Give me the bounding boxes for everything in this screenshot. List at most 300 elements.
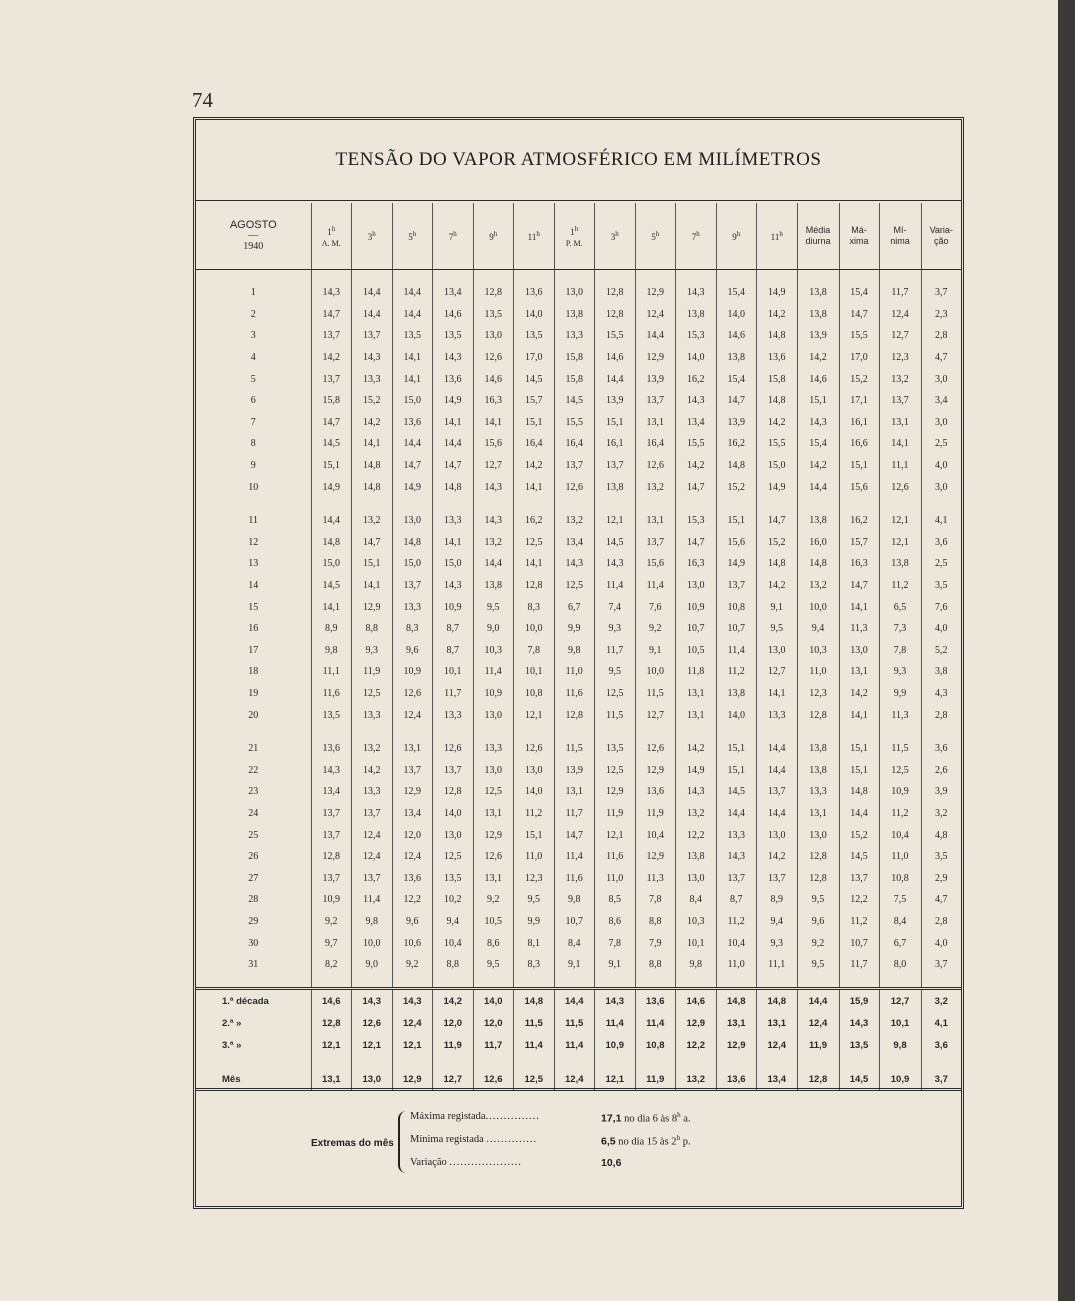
table-cell: 10,7: [554, 911, 595, 933]
table-cell: 13,1: [635, 510, 676, 532]
table-cell: 6,7: [554, 596, 595, 618]
table-cell: 11,4: [635, 1012, 676, 1034]
header-hour-value: 7$^h$: [448, 230, 457, 242]
table-cell: 11,1: [879, 455, 921, 477]
table-cell: 13,2: [676, 803, 717, 825]
header-hour-value: 1$^h$: [570, 224, 579, 237]
table-cell: 16,2: [839, 510, 879, 532]
table-row: [196, 575, 961, 597]
table-cell: 10,0: [352, 932, 393, 954]
row-label: 31: [248, 959, 259, 971]
table-cell: 15,1: [514, 412, 555, 434]
table-cell: 8,9: [757, 889, 798, 911]
table-cell: 10,1: [676, 932, 717, 954]
table-cell: 12,8: [433, 781, 474, 803]
table-cell: 12,8: [311, 1012, 352, 1034]
table-cell: 14,0: [473, 989, 514, 1013]
table-cell: 10,2: [433, 889, 474, 911]
table-cell: 2,5: [921, 433, 961, 455]
table-row: [196, 553, 961, 575]
table-cell: 9,3: [757, 932, 798, 954]
table-cell: 3,2: [921, 803, 961, 825]
table-cell: 7,5: [879, 889, 921, 911]
table-cell: 14,7: [676, 532, 717, 554]
table-row: [196, 304, 961, 326]
table-cell: 14,7: [716, 390, 757, 412]
header-period: P. M.: [565, 238, 583, 248]
table-cell: 10,9: [311, 889, 352, 911]
table-cell: 11,0: [554, 661, 595, 683]
table-row: [196, 510, 961, 532]
table-cell: 15,8: [554, 347, 595, 369]
table-cell: 16,4: [514, 433, 555, 455]
table-cell: 13,3: [433, 704, 474, 726]
table-cell: 15,1: [839, 738, 879, 760]
table-cell: 12,7: [433, 1068, 474, 1090]
table-cell: 12,1: [595, 824, 636, 846]
table-cell: 8,6: [595, 911, 636, 933]
table-cell: 15,8: [311, 390, 352, 412]
table-cell: 12,8: [595, 282, 636, 304]
header-hour-11: [716, 203, 757, 270]
table-cell: 13,7: [392, 759, 433, 781]
table-cell: 14,6: [676, 989, 717, 1013]
row-label: 15: [248, 601, 259, 613]
table-cell: 11,4: [635, 575, 676, 597]
table-cell: 15,6: [635, 553, 676, 575]
table-cell: 16,0: [797, 532, 839, 554]
table-cell: 12,8: [797, 846, 839, 868]
table-cell: 9,4: [797, 618, 839, 640]
table-cell: 12,6: [433, 738, 474, 760]
table-cell: 11,4: [716, 640, 757, 662]
table-cell: 8,7: [433, 618, 474, 640]
table-cell: 14,3: [676, 390, 717, 412]
table-cell: 12,5: [514, 532, 555, 554]
table-cell: 14,4: [757, 759, 798, 781]
row-label: 10: [248, 481, 259, 493]
table-cell: 13,7: [311, 325, 352, 347]
table-cell: 14,1: [757, 683, 798, 705]
table-cell: 4,1: [921, 1012, 961, 1034]
table-cell: 14,1: [352, 575, 393, 597]
table-cell: 17,1: [839, 390, 879, 412]
table-cell: 8,3: [514, 954, 555, 976]
table-cell: 14,8: [757, 553, 798, 575]
table-cell: 9,5: [797, 889, 839, 911]
table-cell: 14,0: [716, 304, 757, 326]
table-cell: 14,2: [757, 412, 798, 434]
table-cell: 13,2: [635, 476, 676, 498]
table-cell: 15,1: [716, 759, 757, 781]
table-cell: 12,8: [797, 867, 839, 889]
table-cell: 3,5: [921, 575, 961, 597]
table-cell: 10,0: [797, 596, 839, 618]
table-cell: 10,9: [879, 781, 921, 803]
table-cell: 16,4: [554, 433, 595, 455]
table-cell: 14,6: [473, 368, 514, 390]
table-cell: 13,6: [392, 412, 433, 434]
table-cell: 14,4: [392, 304, 433, 326]
table-cell: 13,0: [797, 824, 839, 846]
table-cell: 9,9: [514, 911, 555, 933]
table-cell: 14,9: [757, 282, 798, 304]
table-cell: 14,7: [554, 824, 595, 846]
table-cell: 15,0: [433, 553, 474, 575]
table-cell: 16,3: [839, 553, 879, 575]
table-cell: 13,7: [839, 867, 879, 889]
table-cell: 11,9: [635, 803, 676, 825]
table-cell: 11,5: [514, 1012, 555, 1034]
table-cell: 10,0: [514, 618, 555, 640]
table-cell: 14,3: [433, 347, 474, 369]
table-cell: 9,2: [635, 618, 676, 640]
table-cell: 9,1: [757, 596, 798, 618]
table-cell: 12,5: [514, 1068, 555, 1090]
table-cell: 15,6: [716, 532, 757, 554]
table-cell: 8,8: [433, 954, 474, 976]
table-cell: 10,1: [514, 661, 555, 683]
header-hour-3: [392, 203, 433, 270]
table-cell: 8,6: [473, 932, 514, 954]
table-cell: 2,8: [921, 325, 961, 347]
table-cell: 16,4: [635, 433, 676, 455]
header-hour-5: [473, 203, 514, 270]
table-cell: 13,8: [879, 553, 921, 575]
table-cell: 9,0: [352, 954, 393, 976]
table-cell: 2,3: [921, 304, 961, 326]
table-cell: 14,6: [433, 304, 474, 326]
row-label: 28: [248, 894, 259, 906]
table-cell: 13,3: [352, 704, 393, 726]
table-cell: 14,0: [716, 704, 757, 726]
table-cell: 9,4: [433, 911, 474, 933]
table-cell: 2,9: [921, 867, 961, 889]
table-cell: 12,1: [311, 1034, 352, 1056]
table-cell: 13,2: [676, 1068, 717, 1090]
extreme-max-label: Máxima registada...............: [410, 1111, 540, 1122]
table-cell: 14,1: [839, 596, 879, 618]
table-cell: 13,0: [514, 759, 555, 781]
table-cell: 14,8: [433, 476, 474, 498]
header-hour-12: [757, 203, 798, 270]
spacer-row: [196, 498, 961, 510]
table-cell: 12,2: [392, 889, 433, 911]
spacer-row: [196, 1056, 961, 1068]
table-cell: 13,6: [514, 282, 555, 304]
header-period: A. M.: [321, 238, 341, 248]
table-cell: 13,7: [311, 824, 352, 846]
table-cell: 14,1: [392, 368, 433, 390]
table-cell: 11,7: [595, 640, 636, 662]
spacer-row: [196, 975, 961, 989]
table-cell: 10,4: [635, 824, 676, 846]
table-cell: 12,4: [352, 846, 393, 868]
table-cell: 9,5: [757, 618, 798, 640]
table-cell: 13,9: [635, 368, 676, 390]
table-cell: 15,2: [839, 824, 879, 846]
table-cell: 3,0: [921, 476, 961, 498]
header-maxima: Má- xima: [839, 203, 879, 270]
row-label: Mês: [222, 1073, 241, 1085]
table-cell: 12,5: [595, 759, 636, 781]
table-cell: 14,6: [797, 368, 839, 390]
table-cell: 12,5: [595, 683, 636, 705]
table-cell: 13,8: [554, 304, 595, 326]
table-cell: 14,5: [311, 433, 352, 455]
table-cell: 14,4: [352, 304, 393, 326]
table-cell: 8,5: [595, 889, 636, 911]
table-cell: 9,9: [879, 683, 921, 705]
header-hour-9: [635, 203, 676, 270]
table-cell: 12,3: [514, 867, 555, 889]
table-cell: 12,6: [473, 1068, 514, 1090]
table-cell: 14,9: [676, 759, 717, 781]
table-cell: 14,0: [676, 347, 717, 369]
table-cell: 12,1: [595, 1068, 636, 1090]
table-cell: 14,4: [797, 476, 839, 498]
table-cell: 11,3: [635, 867, 676, 889]
table-cell: 8,8: [635, 954, 676, 976]
table-cell: 14,8: [797, 553, 839, 575]
table-cell: 7,3: [879, 618, 921, 640]
table-cell: 14,8: [514, 989, 555, 1013]
table-cell: 12,6: [635, 455, 676, 477]
table-cell: 13,1: [392, 738, 433, 760]
table-cell: 15,1: [797, 390, 839, 412]
table-cell: 15,1: [311, 455, 352, 477]
table-cell: 9,6: [392, 911, 433, 933]
table-cell: 11,9: [433, 1034, 474, 1056]
page-number: 74: [192, 88, 213, 112]
table-cell: 14,3: [352, 989, 393, 1013]
table-cell: 7,8: [514, 640, 555, 662]
table-cell: 3,5: [921, 846, 961, 868]
extreme-max-value: 17,1 no dia 6 às 8$^h$ a.: [601, 1111, 691, 1125]
table-row: [196, 532, 961, 554]
table-cell: 13,5: [514, 325, 555, 347]
table-cell: 14,2: [676, 455, 717, 477]
table-row: [196, 412, 961, 434]
spacer-row: [196, 270, 961, 283]
table-cell: 14,2: [757, 846, 798, 868]
row-label: 5: [250, 373, 256, 385]
table-row: [196, 325, 961, 347]
table-cell: 15,1: [514, 824, 555, 846]
row-label: 12: [248, 536, 259, 548]
table-cell: 13,7: [716, 575, 757, 597]
table-cell: 14,4: [839, 803, 879, 825]
row-label: 9: [250, 460, 256, 472]
table-cell: 12,9: [635, 846, 676, 868]
table-row: [196, 390, 961, 412]
table-cell: 3,6: [921, 532, 961, 554]
table-cell: 13,2: [797, 575, 839, 597]
table-cell: 11,6: [311, 683, 352, 705]
table-cell: 14,3: [311, 759, 352, 781]
table-cell: 13,1: [311, 1068, 352, 1090]
table-row: [196, 618, 961, 640]
table-cell: 14,1: [433, 532, 474, 554]
table-cell: 11,8: [676, 661, 717, 683]
table-cell: 2,8: [921, 704, 961, 726]
table-cell: 11,5: [554, 738, 595, 760]
table-cell: 13,7: [757, 781, 798, 803]
header-hour-value: 9$^h$: [732, 230, 741, 242]
table-cell: 14,7: [352, 532, 393, 554]
table-row: [196, 661, 961, 683]
table-cell: 8,4: [554, 932, 595, 954]
table-cell: 15,1: [595, 412, 636, 434]
table-cell: 13,1: [797, 803, 839, 825]
table-cell: 14,0: [433, 803, 474, 825]
table-cell: 13,5: [595, 738, 636, 760]
summary-row: [196, 1012, 961, 1034]
table-cell: 13,7: [879, 390, 921, 412]
table-cell: 13,8: [676, 304, 717, 326]
table-cell: 7,8: [595, 932, 636, 954]
table-cell: 14,4: [797, 989, 839, 1013]
table-cell: 14,5: [311, 575, 352, 597]
table-cell: 14,2: [797, 347, 839, 369]
table-cell: 12,6: [514, 738, 555, 760]
table-cell: 14,8: [352, 455, 393, 477]
table-cell: 11,9: [797, 1034, 839, 1056]
table-row: [196, 738, 961, 760]
row-label: 7: [250, 416, 256, 428]
table-cell: 13,7: [635, 390, 676, 412]
table-cell: 8,4: [879, 911, 921, 933]
table-cell: 13,0: [392, 510, 433, 532]
row-label: 11: [248, 515, 259, 527]
table-cell: 10,9: [595, 1034, 636, 1056]
table-cell: 3,2: [921, 989, 961, 1013]
row-label: 20: [248, 709, 259, 721]
table-cell: 9,8: [676, 954, 717, 976]
table-cell: 14,4: [392, 282, 433, 304]
row-label: 3: [250, 330, 256, 342]
table-cell: 13,8: [716, 683, 757, 705]
header-hour-value: 5$^h$: [408, 230, 417, 242]
table-cell: 13,3: [473, 738, 514, 760]
table-cell: 14,2: [433, 989, 474, 1013]
table-cell: 13,0: [757, 824, 798, 846]
table-cell: 12,4: [879, 304, 921, 326]
table-cell: 13,8: [797, 510, 839, 532]
row-label: 13: [248, 558, 259, 570]
table-cell: 14,2: [839, 683, 879, 705]
row-label: 21: [248, 743, 259, 755]
table-cell: 15,5: [554, 412, 595, 434]
table-cell: 15,6: [473, 433, 514, 455]
header-hour-value: 7$^h$: [691, 230, 700, 242]
table-cell: 13,4: [757, 1068, 798, 1090]
table-cell: 14,8: [392, 532, 433, 554]
table-cell: 13,1: [554, 781, 595, 803]
table-cell: 12,5: [554, 575, 595, 597]
table-cell: 14,0: [514, 781, 555, 803]
table-cell: 4,0: [921, 932, 961, 954]
table-cell: 12,9: [392, 1068, 433, 1090]
table-cell: 15,4: [716, 282, 757, 304]
table-cell: 10,8: [635, 1034, 676, 1056]
table-cell: 12,8: [554, 704, 595, 726]
table-cell: 14,7: [757, 510, 798, 532]
table-cell: 16,3: [676, 553, 717, 575]
table-cell: 16,2: [676, 368, 717, 390]
table-cell: 15,0: [392, 553, 433, 575]
table-cell: 3,0: [921, 368, 961, 390]
table-cell: 8,3: [392, 618, 433, 640]
table-cell: 14,3: [595, 553, 636, 575]
table-cell: 15,2: [757, 532, 798, 554]
table-cell: 12,8: [514, 575, 555, 597]
table-cell: 14,3: [676, 282, 717, 304]
table-cell: 12,5: [352, 683, 393, 705]
table-cell: 11,9: [635, 1068, 676, 1090]
table-row: [196, 846, 961, 868]
table-cell: 3,4: [921, 390, 961, 412]
table-cell: 12,9: [635, 347, 676, 369]
table-cell: 15,2: [716, 476, 757, 498]
table-row: [196, 640, 961, 662]
row-label: 2: [250, 308, 256, 320]
table-cell: 13,0: [473, 759, 514, 781]
table-cell: 14,7: [433, 455, 474, 477]
table-cell: 9,8: [879, 1034, 921, 1056]
table-cell: 12,0: [473, 1012, 514, 1034]
table-cell: 13,3: [433, 510, 474, 532]
table-cell: 2,6: [921, 759, 961, 781]
table-cell: 12,9: [595, 781, 636, 803]
table-cell: 12,0: [433, 1012, 474, 1034]
table-cell: 5,2: [921, 640, 961, 662]
extreme-min-value: 6,5 no dia 15 às 2$^h$ p.: [601, 1134, 691, 1148]
table-cell: 9,5: [514, 889, 555, 911]
table-cell: 10,9: [392, 661, 433, 683]
table-cell: 14,2: [676, 738, 717, 760]
table-cell: 11,9: [595, 803, 636, 825]
table-cell: 13,3: [352, 368, 393, 390]
table-cell: 9,2: [392, 954, 433, 976]
table-row: [196, 368, 961, 390]
table-cell: 12,6: [554, 476, 595, 498]
header-hour-value: 5$^h$: [651, 230, 660, 242]
table-cell: 12,9: [716, 1034, 757, 1056]
table-cell: 13,8: [797, 738, 839, 760]
table-cell: 10,7: [839, 932, 879, 954]
table-cell: 14,4: [433, 433, 474, 455]
table-cell: 15,3: [676, 510, 717, 532]
table-cell: 11,9: [352, 661, 393, 683]
header-hour-value: 3$^h$: [610, 230, 619, 242]
table-cell: 10,9: [433, 596, 474, 618]
table-cell: 11,6: [554, 867, 595, 889]
table-cell: 4,3: [921, 683, 961, 705]
table-cell: 13,6: [311, 738, 352, 760]
table-cell: 9,4: [757, 911, 798, 933]
table-cell: 13,3: [797, 781, 839, 803]
table-cell: 14,1: [514, 476, 555, 498]
table-cell: 14,1: [514, 553, 555, 575]
table-cell: 9,3: [879, 661, 921, 683]
table-cell: 14,8: [716, 455, 757, 477]
table-cell: 11,5: [879, 738, 921, 760]
table-cell: 12,2: [839, 889, 879, 911]
table-cell: 14,8: [352, 476, 393, 498]
table-cell: 13,7: [554, 455, 595, 477]
table-cell: 11,2: [879, 575, 921, 597]
